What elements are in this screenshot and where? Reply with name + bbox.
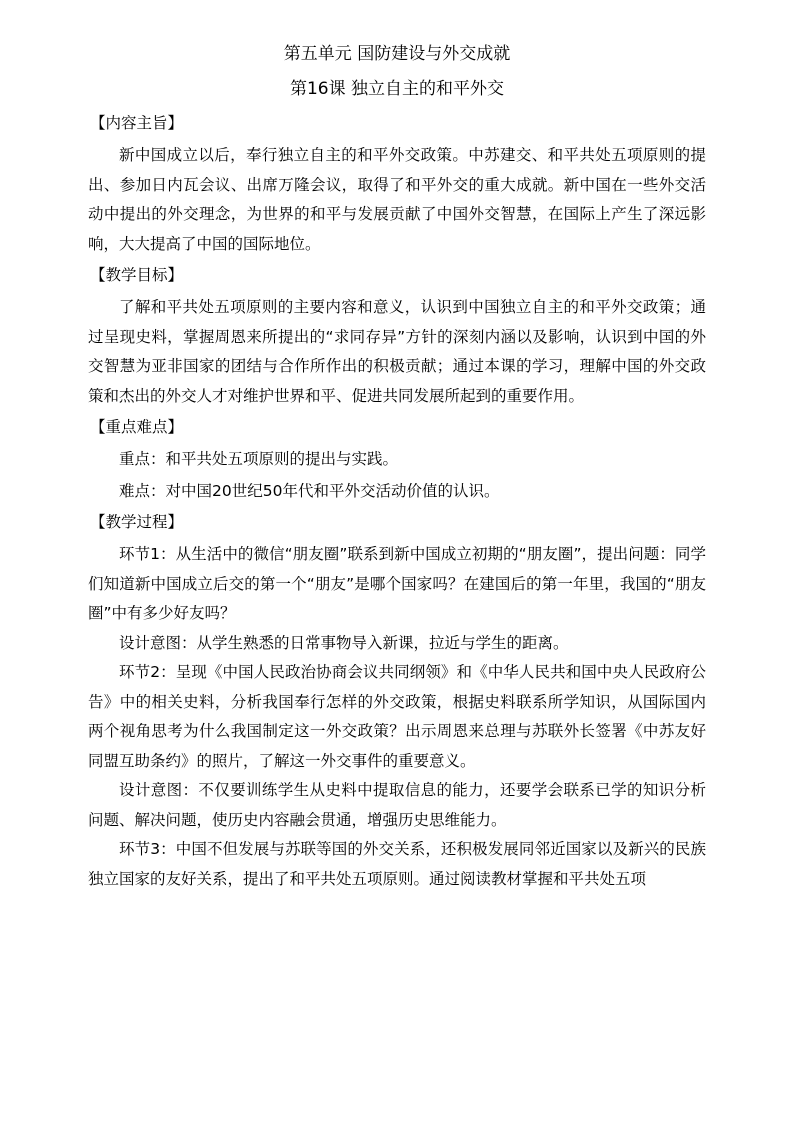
process-design-intent-2-paragraph: 设计意图：不仅要训练学生从史料中提取信息的能力，还要学会联系已学的知识分析问题、解决问题，使历史内容融会贯通，增强历史思维能力。 [88,781,706,829]
section-heading-teaching-goals: 【教学目标】 [90,266,184,284]
teaching-goals-paragraph: 了解和平共处五项原则的主要内容和意义，认识到中国独立自主的和平外交政策；通过呈现史料，掌握周恩来所提出的“求同存异”方针的深刻内涵以及影响，认识到中国的外交智慧为亚非国家的团结与合作所作出的积极贡献；通过本课的学习，理解中国的外交政策和杰出的外交人才对维护世界和平、促进共同发展所起到的重要作用。 [88,298,706,405]
process-design-intent-1-paragraph: 设计意图：从学生熟悉的日常事物导入新课，拉近与学生的距离。 [119,633,569,652]
section-teaching-goals [88,265,706,411]
section-content-gist [88,113,706,259]
section-heading-teaching-process: 【教学过程】 [90,513,184,531]
lesson-title: 第16课 独立自主的和平外交 [289,79,505,99]
section-heading-content-gist: 【内容主旨】 [90,114,184,132]
content-gist-paragraph: 新中国成立以后，奉行独立自主的和平外交政策。中苏建交、和平共处五项原则的提出、参加日内瓦会议、出席万隆会议，取得了和平外交的重大成就。新中国在一些外交活动中提出的外交理念，为世界的和平与发展贡献了中国外交智慧，在国际上产生了深远影响，大大提高了中国的国际地位。 [88,146,706,253]
unit-title: 第五单元 国防建设与外交成就 [283,44,511,64]
process-step-1-paragraph: 环节1：从生活中的微信“朋友圈”联系到新中国成立初期的“朋友圈”，提出问题：同学们知道新中国成立后交的第一个“朋友”是哪个国家吗？在建国后的第一年里，我国的“朋友圈”中有多少好友吗？ [88,545,706,622]
section-teaching-process [88,512,706,894]
key-point-paragraph: 重点：和平共处五项原则的提出与实践。 [119,450,399,468]
difficult-point-paragraph: 难点：对中国20世纪50年代和平外交活动价值的认识。 [119,481,500,500]
section-key-points [88,417,706,506]
process-step-3-paragraph: 环节3：中国不但发展与苏联等国的外交关系，还积极发展同邻近国家以及新兴的民族独立国家的友好关系，提出了和平共处五项原则。通过阅读教材掌握和平共处五项 [88,840,706,888]
process-step-2-paragraph: 环节2：呈现《中国人民政治协商会议共同纲领》和《中华人民共和国中央人民政府公告》中的相关史料，分析我国奉行怎样的外交政策，根据史料联系所学知识，从国际国内两个视角思考为什么我国制定这一外交政策？出示周恩来总理与苏联外长签署《中苏友好同盟互助条约》的照片，了解这一外交事件的重要意义。 [88,663,706,770]
section-heading-key-points: 【重点难点】 [90,418,184,436]
